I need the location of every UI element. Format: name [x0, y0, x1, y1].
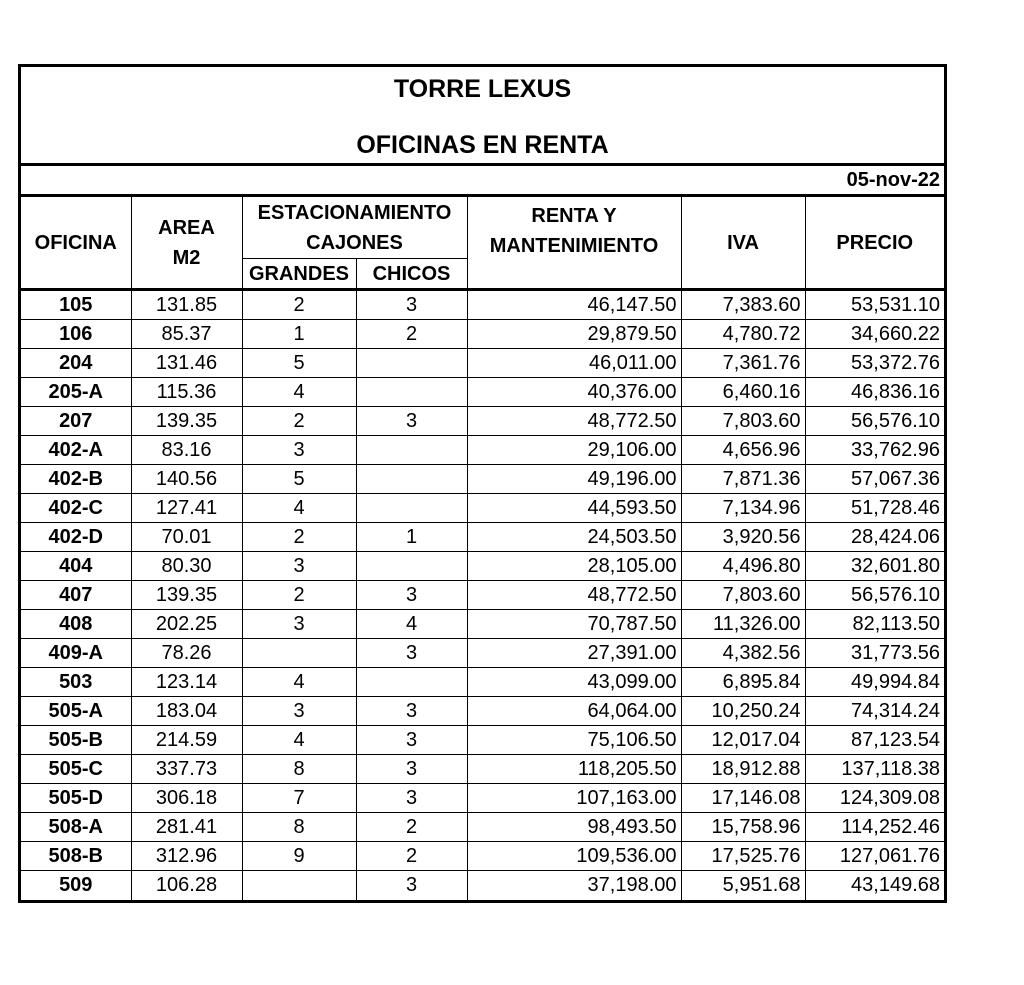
cell-oficina: 402-A — [21, 436, 131, 465]
cell-precio: 49,994.84 — [805, 668, 944, 697]
cell-renta: 118,205.50 — [467, 755, 681, 784]
cell-iva: 18,912.88 — [681, 755, 805, 784]
cell-iva: 7,803.60 — [681, 581, 805, 610]
col-grandes: GRANDES — [242, 259, 356, 290]
rental-sheet — [18, 64, 947, 903]
cell-area: 78.26 — [131, 639, 242, 668]
cell-area: 115.36 — [131, 378, 242, 407]
cell-renta: 40,376.00 — [467, 378, 681, 407]
cell-grandes: 8 — [242, 755, 356, 784]
cell-renta: 43,099.00 — [467, 668, 681, 697]
cell-renta: 48,772.50 — [467, 407, 681, 436]
cell-grandes: 3 — [242, 697, 356, 726]
cell-chicos: 3 — [356, 581, 467, 610]
cell-oficina: 207 — [21, 407, 131, 436]
cell-precio: 57,067.36 — [805, 465, 944, 494]
table-row — [21, 494, 944, 523]
cell-grandes: 4 — [242, 494, 356, 523]
cell-precio: 43,149.68 — [805, 871, 944, 900]
cell-iva: 15,758.96 — [681, 813, 805, 842]
cell-precio: 53,372.76 — [805, 349, 944, 378]
cell-grandes: 2 — [242, 581, 356, 610]
cell-grandes: 4 — [242, 726, 356, 755]
sheet-title: TORRE LEXUS — [393, 75, 572, 103]
col-precio: PRECIO — [805, 196, 944, 290]
title-block — [21, 67, 944, 165]
col-oficina: OFICINA — [21, 196, 131, 290]
cell-oficina: 402-C — [21, 494, 131, 523]
cell-area: 83.16 — [131, 436, 242, 465]
cell-iva: 7,383.60 — [681, 290, 805, 320]
cell-precio: 28,424.06 — [805, 523, 944, 552]
table-row — [21, 697, 944, 726]
table-row — [21, 842, 944, 871]
cell-renta: 24,503.50 — [467, 523, 681, 552]
cell-chicos: 4 — [356, 610, 467, 639]
cell-grandes — [242, 871, 356, 900]
cell-area: 106.28 — [131, 871, 242, 900]
cell-grandes: 2 — [242, 523, 356, 552]
table-row — [21, 407, 944, 436]
cell-grandes: 2 — [242, 290, 356, 320]
table-row — [21, 813, 944, 842]
cell-iva: 11,326.00 — [681, 610, 805, 639]
cell-grandes: 3 — [242, 610, 356, 639]
cell-oficina: 204 — [21, 349, 131, 378]
cell-grandes: 4 — [242, 668, 356, 697]
cell-renta: 64,064.00 — [467, 697, 681, 726]
table-row — [21, 290, 944, 320]
cell-iva: 7,803.60 — [681, 407, 805, 436]
cell-oficina: 106 — [21, 320, 131, 349]
cell-area: 123.14 — [131, 668, 242, 697]
cell-area: 131.85 — [131, 290, 242, 320]
cell-iva: 17,525.76 — [681, 842, 805, 871]
col-renta — [467, 196, 681, 290]
cell-area: 85.37 — [131, 320, 242, 349]
cell-area: 337.73 — [131, 755, 242, 784]
col-iva: IVA — [681, 196, 805, 290]
table-row — [21, 610, 944, 639]
cell-oficina: 402-B — [21, 465, 131, 494]
cell-area: 312.96 — [131, 842, 242, 871]
cell-iva: 4,780.72 — [681, 320, 805, 349]
cell-precio: 51,728.46 — [805, 494, 944, 523]
cell-renta: 28,105.00 — [467, 552, 681, 581]
cell-chicos: 1 — [356, 523, 467, 552]
cell-renta: 75,106.50 — [467, 726, 681, 755]
cell-chicos: 2 — [356, 320, 467, 349]
table-row — [21, 349, 944, 378]
cell-iva: 6,895.84 — [681, 668, 805, 697]
cell-precio: 56,576.10 — [805, 407, 944, 436]
table-row — [21, 581, 944, 610]
cell-iva: 12,017.04 — [681, 726, 805, 755]
cell-precio: 33,762.96 — [805, 436, 944, 465]
cell-renta: 46,147.50 — [467, 290, 681, 320]
cell-precio: 87,123.54 — [805, 726, 944, 755]
table-row — [21, 784, 944, 813]
cell-oficina: 407 — [21, 581, 131, 610]
cell-iva: 3,920.56 — [681, 523, 805, 552]
cell-grandes: 5 — [242, 465, 356, 494]
cell-renta: 27,391.00 — [467, 639, 681, 668]
cell-renta: 46,011.00 — [467, 349, 681, 378]
cell-oficina: 505-C — [21, 755, 131, 784]
cell-oficina: 402-D — [21, 523, 131, 552]
cell-oficina: 505-D — [21, 784, 131, 813]
cell-iva: 6,460.16 — [681, 378, 805, 407]
cell-chicos: 3 — [356, 755, 467, 784]
cell-chicos: 3 — [356, 290, 467, 320]
cell-chicos: 3 — [356, 407, 467, 436]
table-row — [21, 378, 944, 407]
col-chicos: CHICOS — [356, 259, 467, 290]
cell-chicos — [356, 378, 467, 407]
cell-chicos — [356, 436, 467, 465]
cell-iva: 5,951.68 — [681, 871, 805, 900]
cell-chicos: 2 — [356, 813, 467, 842]
cell-grandes: 1 — [242, 320, 356, 349]
cell-precio: 32,601.80 — [805, 552, 944, 581]
table-row — [21, 436, 944, 465]
cell-chicos: 2 — [356, 842, 467, 871]
cell-grandes: 9 — [242, 842, 356, 871]
offices-table — [21, 67, 944, 900]
cell-area: 80.30 — [131, 552, 242, 581]
cell-renta: 29,106.00 — [467, 436, 681, 465]
table-row — [21, 320, 944, 349]
cell-renta: 29,879.50 — [467, 320, 681, 349]
cell-chicos — [356, 668, 467, 697]
cell-renta: 49,196.00 — [467, 465, 681, 494]
cell-oficina: 105 — [21, 290, 131, 320]
cell-area: 131.46 — [131, 349, 242, 378]
cell-oficina: 505-A — [21, 697, 131, 726]
sheet-subtitle: OFICINAS EN RENTA — [356, 131, 609, 159]
table-row — [21, 465, 944, 494]
cell-oficina: 508-B — [21, 842, 131, 871]
cell-iva: 7,361.76 — [681, 349, 805, 378]
cell-renta: 70,787.50 — [467, 610, 681, 639]
cell-iva: 4,496.80 — [681, 552, 805, 581]
cell-grandes: 3 — [242, 436, 356, 465]
table-row — [21, 871, 944, 900]
cell-grandes: 4 — [242, 378, 356, 407]
col-area-line2: M2 — [172, 246, 201, 269]
cell-iva: 4,656.96 — [681, 436, 805, 465]
cell-iva: 10,250.24 — [681, 697, 805, 726]
cell-iva: 7,134.96 — [681, 494, 805, 523]
cell-renta: 48,772.50 — [467, 581, 681, 610]
table-row — [21, 726, 944, 755]
cell-grandes: 3 — [242, 552, 356, 581]
table-row — [21, 523, 944, 552]
cell-grandes: 8 — [242, 813, 356, 842]
cell-chicos — [356, 465, 467, 494]
cell-chicos — [356, 494, 467, 523]
cell-precio: 82,113.50 — [805, 610, 944, 639]
table-row — [21, 755, 944, 784]
cell-area: 214.59 — [131, 726, 242, 755]
table-row — [21, 552, 944, 581]
cell-chicos: 3 — [356, 697, 467, 726]
cell-iva: 7,871.36 — [681, 465, 805, 494]
cell-precio: 56,576.10 — [805, 581, 944, 610]
cell-grandes — [242, 639, 356, 668]
cell-chicos: 3 — [356, 639, 467, 668]
cell-precio: 53,531.10 — [805, 290, 944, 320]
col-renta-line2: MANTENIMIENTO — [489, 235, 659, 257]
cell-area: 127.41 — [131, 494, 242, 523]
cell-renta: 98,493.50 — [467, 813, 681, 842]
cell-renta: 44,593.50 — [467, 494, 681, 523]
cell-renta: 109,536.00 — [467, 842, 681, 871]
cell-oficina: 508-A — [21, 813, 131, 842]
cell-grandes: 2 — [242, 407, 356, 436]
cell-precio: 46,836.16 — [805, 378, 944, 407]
cell-area: 140.56 — [131, 465, 242, 494]
cell-precio: 34,660.22 — [805, 320, 944, 349]
col-estacionamiento — [242, 196, 467, 259]
cell-oficina: 205-A — [21, 378, 131, 407]
cell-renta: 37,198.00 — [467, 871, 681, 900]
cell-area: 306.18 — [131, 784, 242, 813]
table-body — [21, 290, 944, 900]
cell-chicos — [356, 349, 467, 378]
cell-chicos: 3 — [356, 726, 467, 755]
col-area-line1: AREA — [158, 216, 215, 239]
cell-precio: 31,773.56 — [805, 639, 944, 668]
cell-area: 139.35 — [131, 581, 242, 610]
col-estac-line2: CAJONES — [306, 231, 403, 254]
cell-precio: 114,252.46 — [805, 813, 944, 842]
col-area — [131, 196, 242, 290]
table-row — [21, 639, 944, 668]
col-estac-line1: ESTACIONAMIENTO — [257, 201, 452, 224]
cell-precio: 74,314.24 — [805, 697, 944, 726]
table-row — [21, 668, 944, 697]
cell-oficina: 404 — [21, 552, 131, 581]
cell-oficina: 408 — [21, 610, 131, 639]
cell-area: 139.35 — [131, 407, 242, 436]
cell-chicos: 3 — [356, 871, 467, 900]
cell-oficina: 503 — [21, 668, 131, 697]
cell-area: 183.04 — [131, 697, 242, 726]
cell-chicos — [356, 552, 467, 581]
cell-iva: 4,382.56 — [681, 639, 805, 668]
cell-area: 281.41 — [131, 813, 242, 842]
cell-area: 202.25 — [131, 610, 242, 639]
cell-oficina: 409-A — [21, 639, 131, 668]
cell-iva: 17,146.08 — [681, 784, 805, 813]
cell-oficina: 509 — [21, 871, 131, 900]
cell-grandes: 7 — [242, 784, 356, 813]
col-renta-line1: RENTA Y — [531, 205, 617, 227]
cell-area: 70.01 — [131, 523, 242, 552]
cell-chicos: 3 — [356, 784, 467, 813]
cell-precio: 124,309.08 — [805, 784, 944, 813]
cell-oficina: 505-B — [21, 726, 131, 755]
cell-grandes: 5 — [242, 349, 356, 378]
sheet-date: 05-nov-22 — [21, 165, 944, 196]
cell-precio: 127,061.76 — [805, 842, 944, 871]
cell-precio: 137,118.38 — [805, 755, 944, 784]
cell-renta: 107,163.00 — [467, 784, 681, 813]
